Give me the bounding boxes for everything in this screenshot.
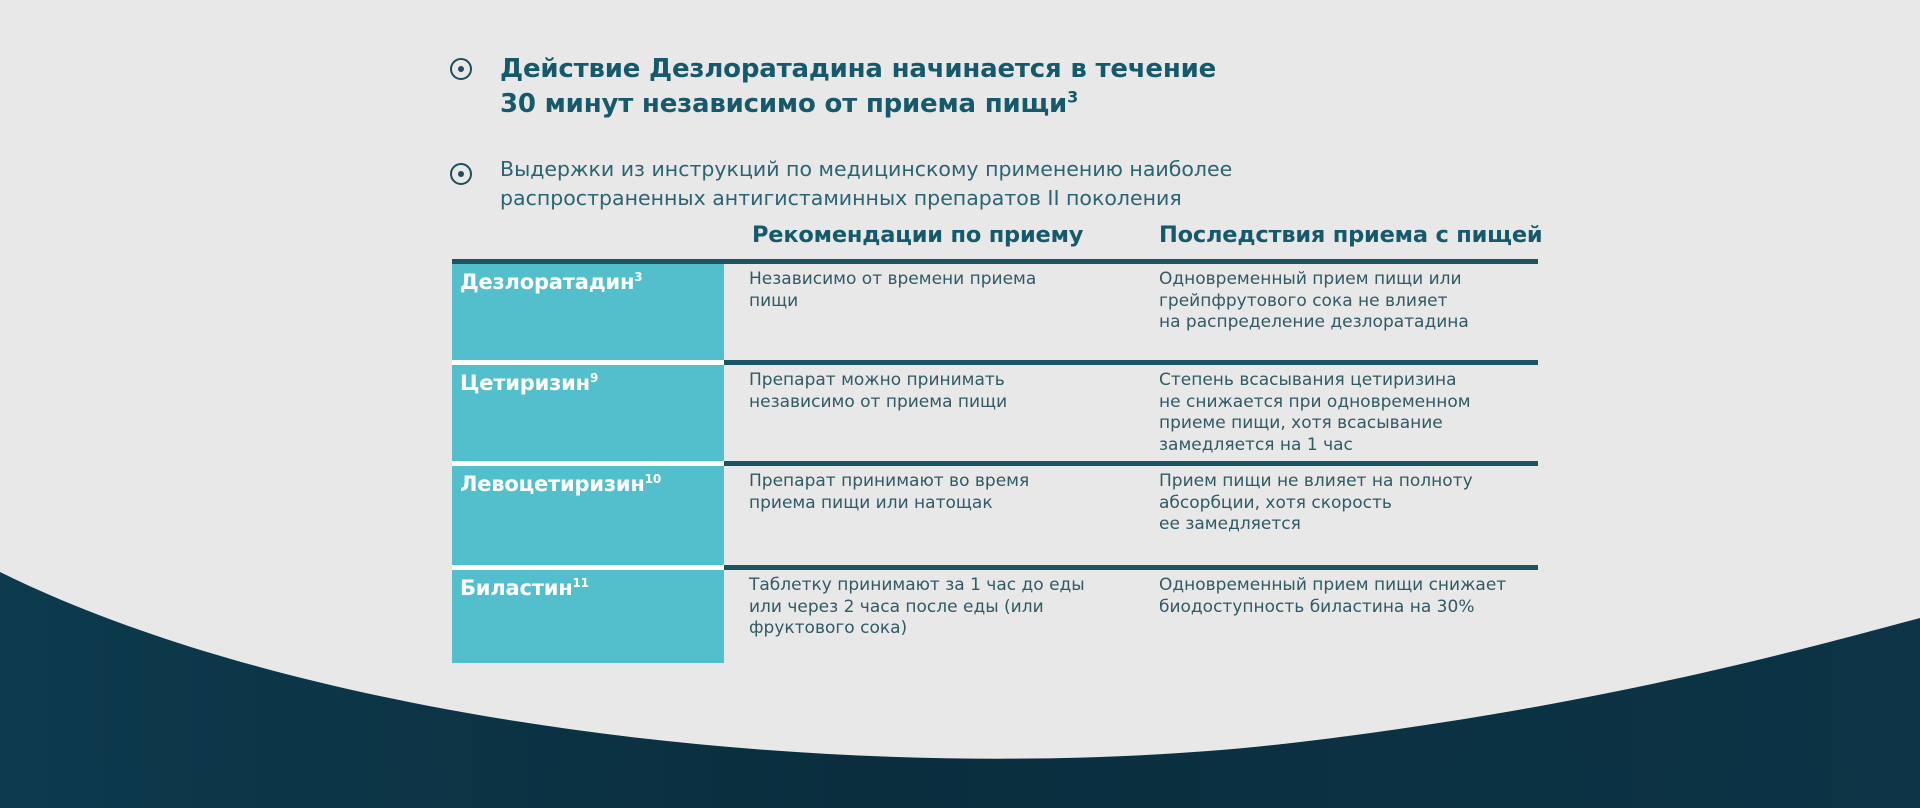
subline-line2: распространенных антигистаминных препаратов II поколения bbox=[500, 186, 1182, 210]
drug-name-cell bbox=[452, 466, 724, 565]
subline-bullet bbox=[450, 155, 1300, 213]
table-row bbox=[452, 565, 1538, 663]
column-header-effects: Последствия приема с пищей bbox=[1159, 222, 1543, 248]
effect-line: биодоступность биластина на 30% bbox=[1159, 596, 1475, 617]
effect-line: Одновременный прием пищи или bbox=[1159, 269, 1462, 289]
row-gap bbox=[452, 360, 724, 365]
effect-cell bbox=[1159, 269, 1534, 334]
recommendation-line: фруктового сока) bbox=[749, 618, 908, 638]
drug-ref: 11 bbox=[572, 576, 589, 590]
effect-line: на распределение дезлоратадина bbox=[1159, 312, 1469, 332]
recommendation-line: приема пищи или натощак bbox=[749, 492, 993, 513]
radio-bullet-icon bbox=[450, 58, 472, 80]
recommendation-line: Независимо от времени приема bbox=[749, 269, 1037, 289]
subline-line1: Выдержки из инструкций по медицинскому применению наиболее bbox=[500, 157, 1233, 181]
column-header-recommendations: Рекомендации по приему bbox=[752, 222, 1084, 248]
radio-bullet-icon bbox=[450, 163, 472, 185]
recommendation-line: или через 2 часа после еды (или bbox=[749, 596, 1044, 617]
antihistamine-table bbox=[452, 259, 1538, 663]
headline-line1: Действие Дезлоратадина начинается в течение bbox=[500, 54, 1217, 84]
drug-name: Левоцетиризин bbox=[460, 472, 645, 496]
recommendation-line: Таблетку принимают за 1 час до еды bbox=[749, 575, 1085, 595]
recommendation-cell bbox=[749, 269, 1089, 312]
effect-cell bbox=[1159, 370, 1534, 456]
headline-ref: 3 bbox=[1067, 87, 1078, 107]
headline-line2 bbox=[500, 87, 1300, 122]
drug-name: Биластин bbox=[460, 576, 573, 600]
drug-ref: 3 bbox=[634, 270, 643, 284]
drug-name: Цетиризин bbox=[460, 371, 590, 395]
drug-name-cell bbox=[452, 264, 724, 360]
effect-cell bbox=[1159, 471, 1534, 536]
effect-line: приеме пищи, хотя всасывание bbox=[1159, 413, 1443, 433]
drug-name-cell bbox=[452, 570, 724, 663]
effect-line: замедляется на 1 час bbox=[1159, 434, 1353, 455]
drug-ref: 10 bbox=[644, 472, 661, 486]
headline-line2-text: 30 минут независимо от приема пищи bbox=[500, 89, 1068, 119]
row-gap bbox=[452, 461, 724, 466]
recommendation-line: пищи bbox=[749, 290, 799, 311]
row-rule bbox=[724, 461, 1538, 466]
effect-cell bbox=[1159, 575, 1534, 618]
effect-line: не снижается при одновременном bbox=[1159, 391, 1471, 412]
table-row bbox=[452, 259, 1538, 360]
headline bbox=[500, 52, 1300, 122]
effect-line: ее замедляется bbox=[1159, 514, 1301, 534]
effect-line: Одновременный прием пищи снижает bbox=[1159, 575, 1507, 595]
row-rule bbox=[452, 259, 1538, 264]
recommendation-cell bbox=[749, 471, 1089, 514]
recommendation-cell bbox=[749, 370, 1089, 413]
recommendation-line: Препарат принимают во время bbox=[749, 471, 1030, 491]
drug-name-cell bbox=[452, 365, 724, 461]
effect-line: Прием пищи не влияет на полноту bbox=[1159, 471, 1473, 491]
table-row bbox=[452, 461, 1538, 565]
recommendation-line: независимо от приема пищи bbox=[749, 391, 1008, 412]
row-gap bbox=[452, 565, 724, 570]
table-row bbox=[452, 360, 1538, 461]
drug-name: Дезлоратадин bbox=[460, 270, 635, 294]
effect-line: грейпфрутового сока не влияет bbox=[1159, 290, 1448, 311]
row-rule bbox=[724, 360, 1538, 365]
subline bbox=[500, 155, 1300, 213]
drug-ref: 9 bbox=[589, 371, 599, 385]
effect-line: абсорбции, хотя скорость bbox=[1159, 492, 1392, 513]
row-rule bbox=[724, 565, 1538, 570]
effect-line: Степень всасывания цетиризина bbox=[1159, 370, 1457, 390]
recommendation-line: Препарат можно принимать bbox=[749, 370, 1005, 390]
headline-bullet bbox=[450, 52, 1300, 122]
recommendation-cell bbox=[749, 575, 1089, 640]
